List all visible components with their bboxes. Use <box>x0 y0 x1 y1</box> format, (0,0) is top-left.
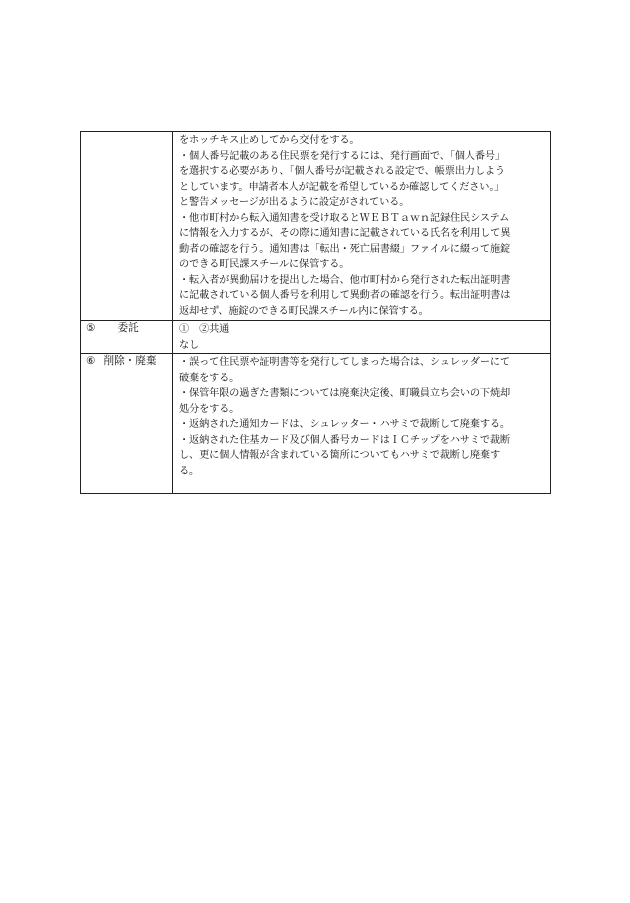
body-line: ・保管年限の過ぎた書類については廃棄決定後、町職員立ち会いの下焼却 <box>179 388 511 399</box>
body-line: に情報を入力するが、その際に通知書に記載されている氏名を利用して異 <box>179 228 511 239</box>
row-label-consignment <box>81 321 173 354</box>
row-body-continued <box>173 132 551 321</box>
row-number: ⑥ <box>86 355 96 367</box>
document-table <box>80 131 551 494</box>
body-line: としています。申請者本人が記載を希望しているか確認してください。」 <box>179 181 505 193</box>
body-line: 動者の確認を行う。通知書は「転出・死亡届書綴」ファイルに綴って施錠 <box>179 243 511 255</box>
table-row-continued <box>81 132 551 321</box>
row-body-deletion <box>173 354 551 494</box>
body-line: ・個人番号記載のある住民票を発行するには、発行画面で、「個人番号」 <box>179 150 505 162</box>
body-line: 破棄をする。 <box>179 372 240 384</box>
row-label-empty <box>81 132 173 321</box>
body-line: ・返納された住基カード及び個人番号カードはＩＣチップをハサミで裁断 <box>179 434 510 446</box>
body-line: る。 <box>179 465 200 477</box>
row-body-consignment <box>173 321 551 354</box>
body-line: をホッチキス止めしてから交付をする。 <box>179 135 360 146</box>
row-number: ⑤ <box>86 322 96 334</box>
table-row-deletion <box>81 354 551 494</box>
body-line: ・誤って住民票や証明書等を発行してしまった場合は、シュレッダーにて <box>179 357 510 368</box>
body-line: 処分をする。 <box>179 403 240 415</box>
body-line: ・転入者が異動届けを提出した場合、他市町村から発行された転出証明書 <box>179 274 511 286</box>
table-row-consignment <box>81 321 551 354</box>
body-line: のできる町民課スチールに保管する。 <box>179 259 350 270</box>
body-line: と警告メッセージが出るように設定がされている。 <box>179 197 410 208</box>
body-line: なし <box>179 339 200 351</box>
row-label-deletion <box>81 354 173 494</box>
body-line: ① ②共通 <box>179 324 230 335</box>
body-line: ・他市町村から転入通知書を受け取るとＷＥＢＴａｗｎ記録住民システム <box>179 212 510 224</box>
row-label-text: 削除・廃棄 <box>103 355 157 367</box>
body-line: し、更に個人情報が含まれている箇所についてもハサミで裁断し廃棄す <box>179 450 500 461</box>
row-label-text: 委託 <box>117 322 139 334</box>
body-line: 返却せず、施錠のできる町民課スチール内に保管する。 <box>179 305 429 317</box>
body-line: に記載されている個人番号を利用して異動者の確認を行う。転出証明書は <box>179 290 511 301</box>
body-line: を選択する必要があり、「個人番号が記載される設定で、帳票出力しよう <box>179 166 505 177</box>
body-line: ・返納された通知カードは、シュレッター・ハサミで裁断して廃棄する。 <box>179 419 510 430</box>
